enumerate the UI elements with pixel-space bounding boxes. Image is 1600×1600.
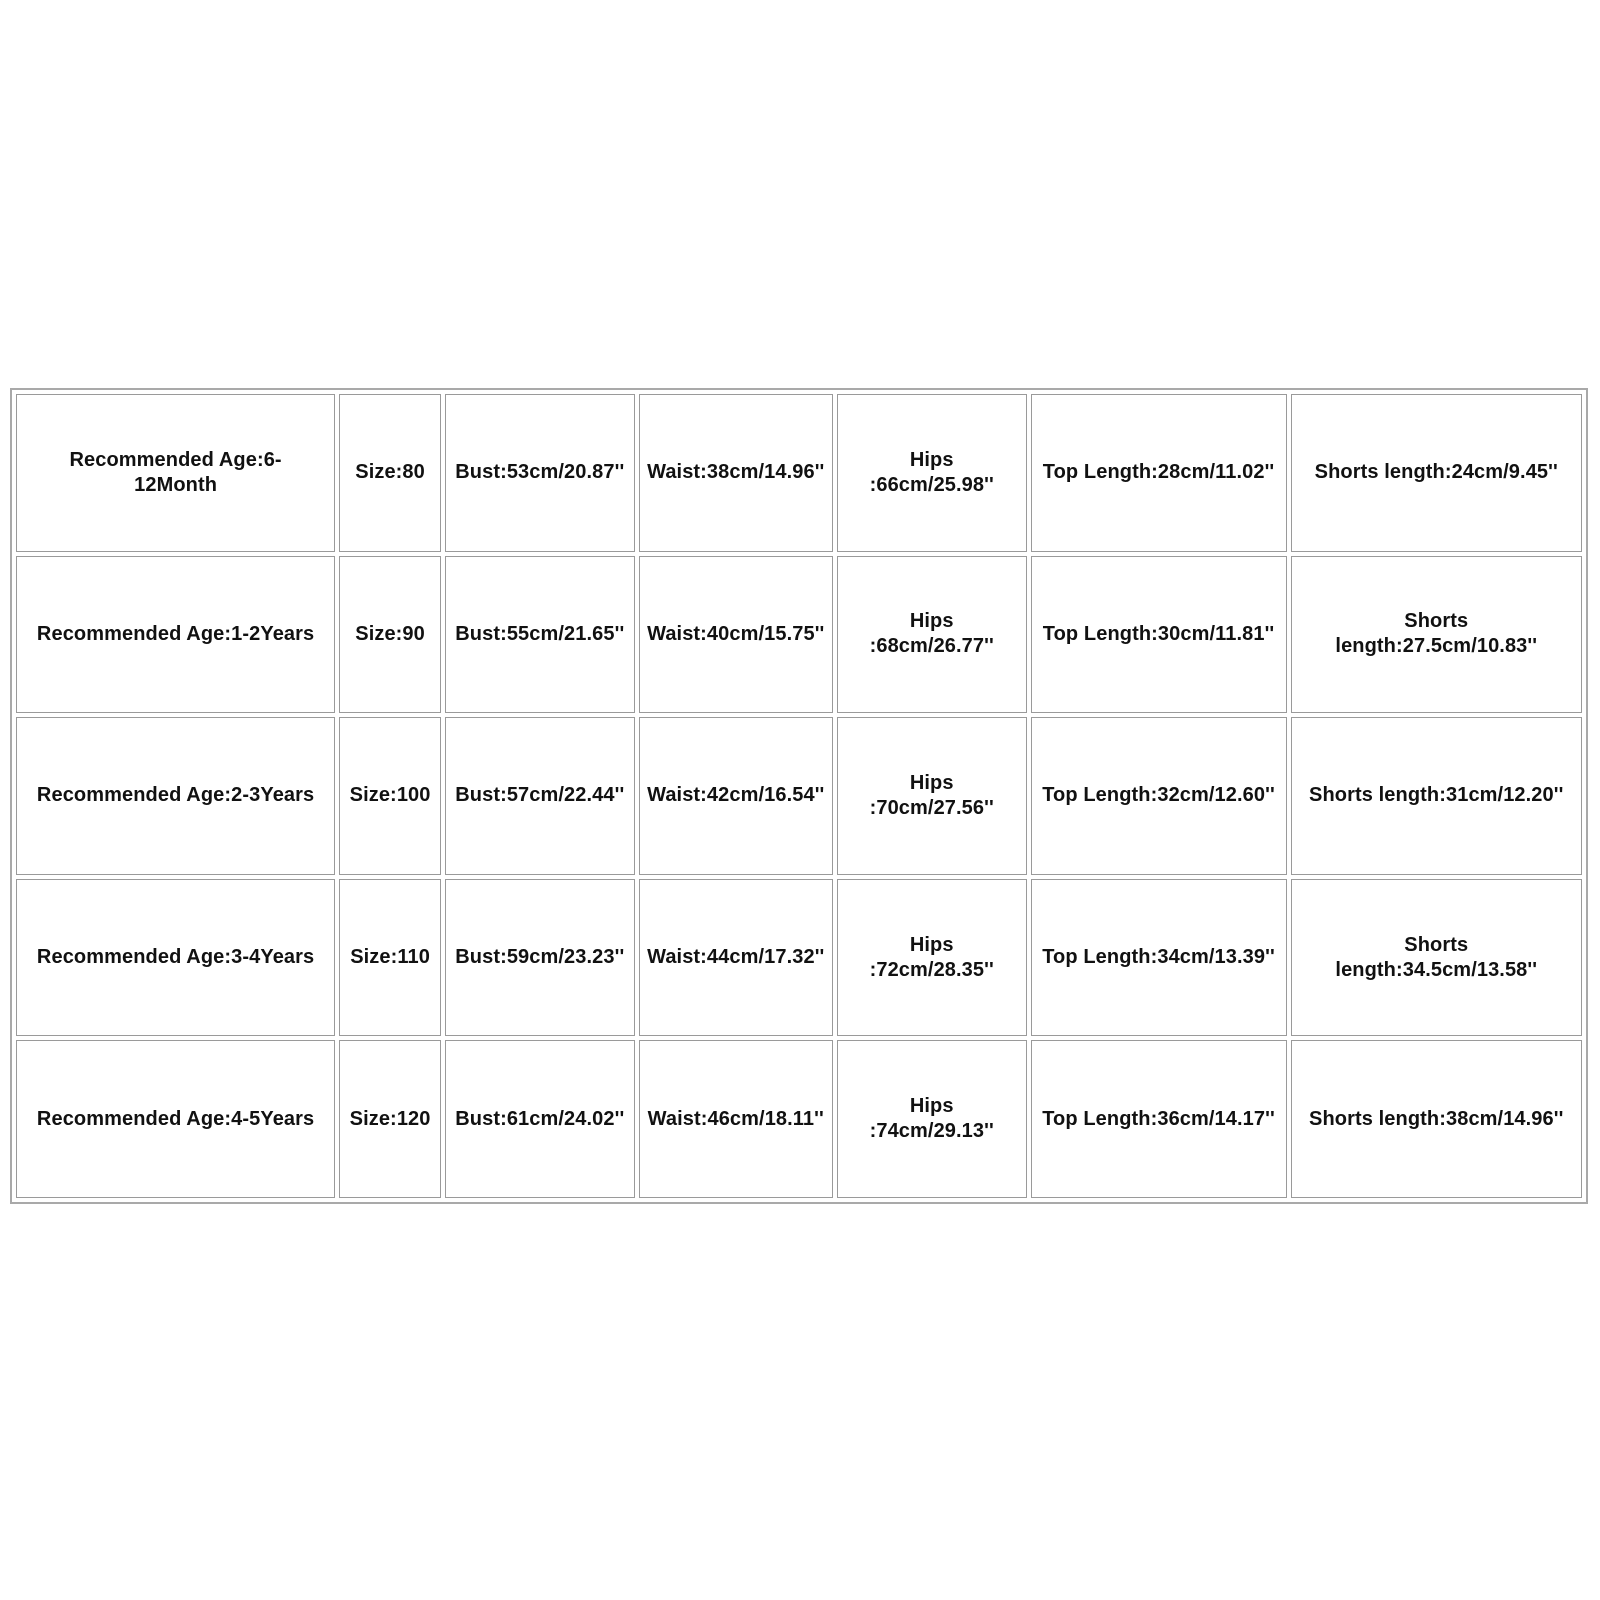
- size-cell: Size:100: [339, 717, 441, 875]
- waist-cell: Waist:38cm/14.96'': [639, 394, 833, 552]
- table-row: [16, 556, 1582, 714]
- top-length-cell: Top Length:30cm/11.81'': [1031, 556, 1287, 714]
- table-row: [16, 1040, 1582, 1198]
- shorts-length-cell: Shorts length:27.5cm/10.83'': [1291, 556, 1582, 714]
- table-row: [16, 879, 1582, 1037]
- table-row: [16, 717, 1582, 875]
- waist-cell: Waist:40cm/15.75'': [639, 556, 833, 714]
- size-cell: Size:120: [339, 1040, 441, 1198]
- shorts-length-cell: Shorts length:34.5cm/13.58'': [1291, 879, 1582, 1037]
- size-chart-table: [12, 390, 1586, 1202]
- bust-cell: Bust:59cm/23.23'': [445, 879, 635, 1037]
- age-cell: Recommended Age:2-3Years: [16, 717, 335, 875]
- size-cell: Size:90: [339, 556, 441, 714]
- top-length-cell: Top Length:34cm/13.39'': [1031, 879, 1287, 1037]
- shorts-length-cell: Shorts length:31cm/12.20'': [1291, 717, 1582, 875]
- top-length-cell: Top Length:36cm/14.17'': [1031, 1040, 1287, 1198]
- hips-cell: Hips :74cm/29.13'': [837, 1040, 1027, 1198]
- bust-cell: Bust:55cm/21.65'': [445, 556, 635, 714]
- top-length-cell: Top Length:32cm/12.60'': [1031, 717, 1287, 875]
- shorts-length-cell: Shorts length:38cm/14.96'': [1291, 1040, 1582, 1198]
- hips-cell: Hips :70cm/27.56'': [837, 717, 1027, 875]
- size-cell: Size:110: [339, 879, 441, 1037]
- age-cell: Recommended Age:3-4Years: [16, 879, 335, 1037]
- hips-cell: Hips :66cm/25.98'': [837, 394, 1027, 552]
- waist-cell: Waist:44cm/17.32'': [639, 879, 833, 1037]
- age-cell: Recommended Age:6- 12Month: [16, 394, 335, 552]
- hips-cell: Hips :68cm/26.77'': [837, 556, 1027, 714]
- table-row: [16, 394, 1582, 552]
- waist-cell: Waist:46cm/18.11'': [639, 1040, 833, 1198]
- waist-cell: Waist:42cm/16.54'': [639, 717, 833, 875]
- top-length-cell: Top Length:28cm/11.02'': [1031, 394, 1287, 552]
- hips-cell: Hips :72cm/28.35'': [837, 879, 1027, 1037]
- size-cell: Size:80: [339, 394, 441, 552]
- bust-cell: Bust:61cm/24.02'': [445, 1040, 635, 1198]
- age-cell: Recommended Age:1-2Years: [16, 556, 335, 714]
- bust-cell: Bust:57cm/22.44'': [445, 717, 635, 875]
- shorts-length-cell: Shorts length:24cm/9.45'': [1291, 394, 1582, 552]
- age-cell: Recommended Age:4-5Years: [16, 1040, 335, 1198]
- size-chart: [10, 388, 1588, 1204]
- bust-cell: Bust:53cm/20.87'': [445, 394, 635, 552]
